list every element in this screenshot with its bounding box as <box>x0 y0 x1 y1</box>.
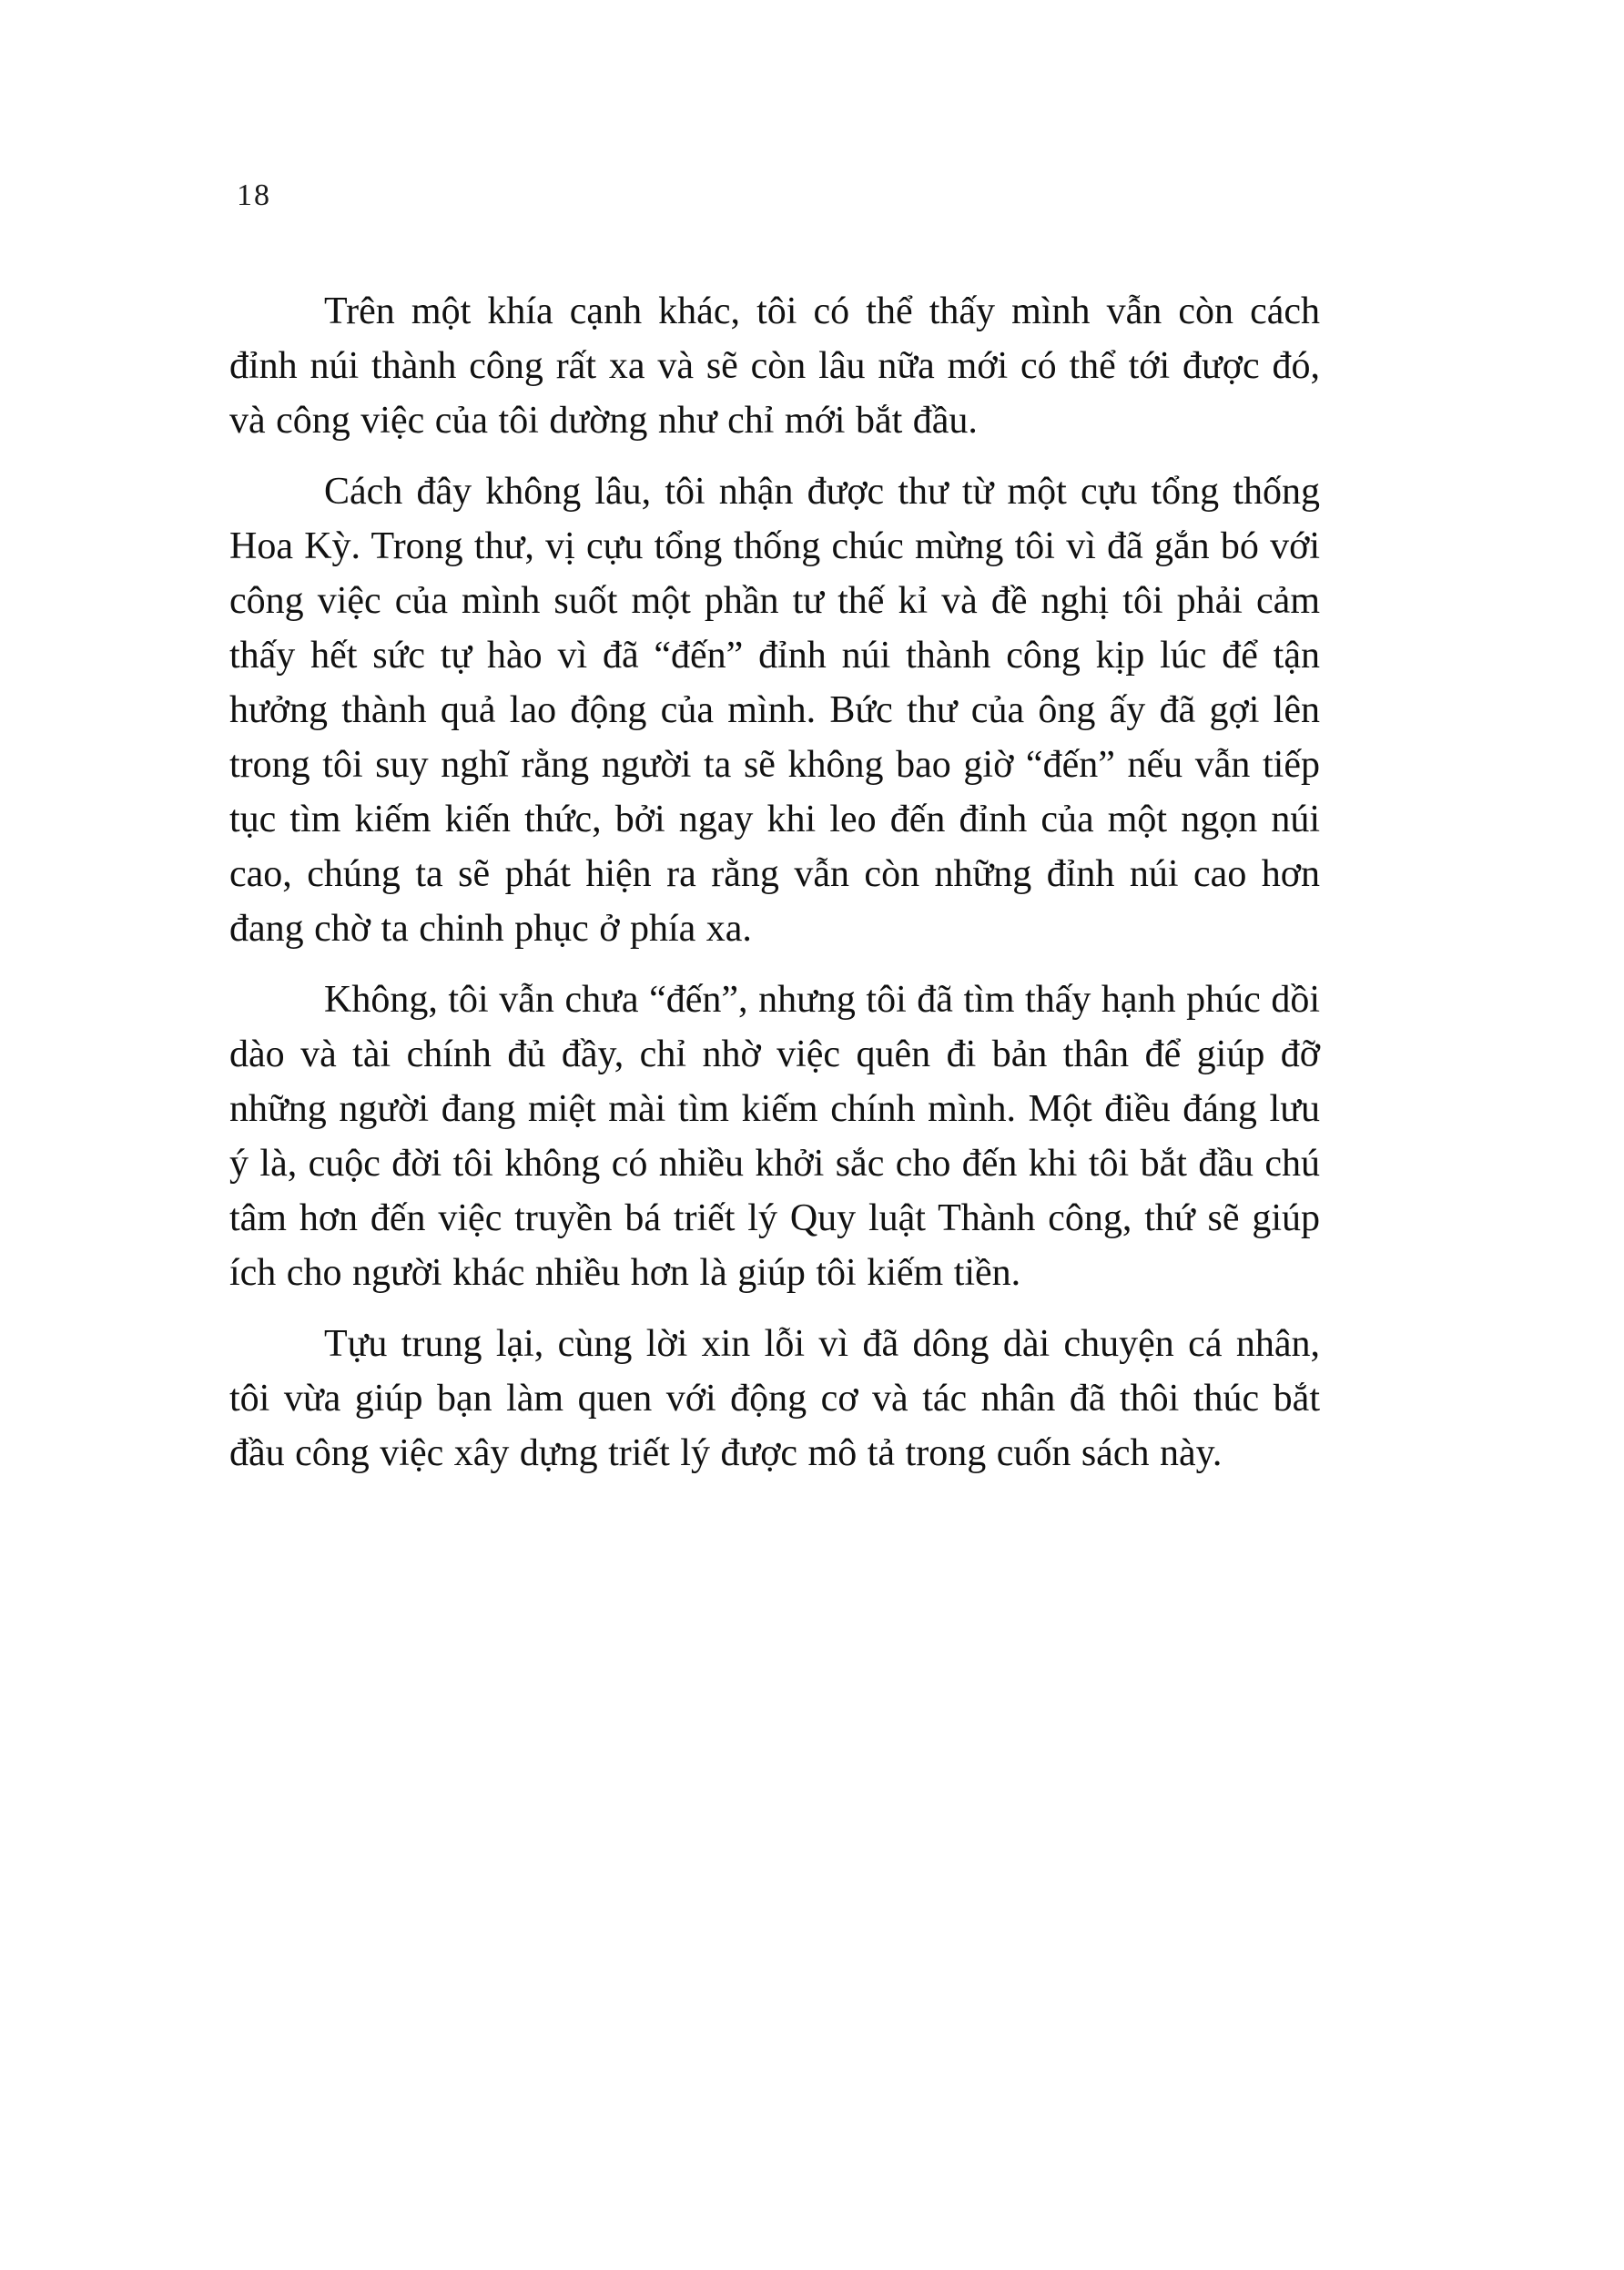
paragraph: Cách đây không lâu, tôi nhận được thư từ một cựu tổng thống Hoa Kỳ. Trong thư, vị cựu tổng thống chúc mừng tôi vì đã gắn bó với công việc của mình suốt một phần tư thế kỉ và đề nghị tôi phải cảm thấy hết sức tự hào vì đã “đến” đỉnh núi thành công kịp lúc để tận hưởng thành quả lao động của mình. Bức thư của ông ấy đã gợi lên trong tôi suy nghĩ rằng người ta sẽ không bao giờ “đến” nếu vẫn tiếp tục tìm kiếm kiến thức, bởi ngay khi leo đến đỉnh của một ngọn núi cao, chúng ta sẽ phát hiện ra rằng vẫn còn những đỉnh núi cao hơn đang chờ ta chinh phục ở phía xa. <box>229 471 1320 950</box>
paragraph: Trên một khía cạnh khác, tôi có thể thấy mình vẫn còn cách đỉnh núi thành công rất xa và sẽ còn lâu nữa mới có thể tới được đó, và công việc của tôi dường như chỉ mới bắt đầu. <box>229 290 1320 442</box>
paragraph: Tựu trung lại, cùng lời xin lỗi vì đã dông dài chuyện cá nhân, tôi vừa giúp bạn làm quen với động cơ và tác nhân đã thôi thúc bắt đầu công việc xây dựng triết lý được mô tả trong cuốn sách này. <box>229 1323 1320 1474</box>
page-number: 18 <box>237 178 271 212</box>
paragraph: Không, tôi vẫn chưa “đến”, nhưng tôi đã tìm thấy hạnh phúc dồi dào và tài chính đủ đầy, chỉ nhờ việc quên đi bản thân để giúp đỡ những người đang miệt mài tìm kiếm chính mình. Một điều đáng lưu ý là, cuộc đời tôi không có nhiều khởi sắc cho đến khi tôi bắt đầu chú tâm hơn đến việc truyền bá triết lý Quy luật Thành công, thứ sẽ giúp ích cho người khác nhiều hơn là giúp tôi kiếm tiền. <box>229 979 1320 1294</box>
body-text <box>229 284 1320 1481</box>
